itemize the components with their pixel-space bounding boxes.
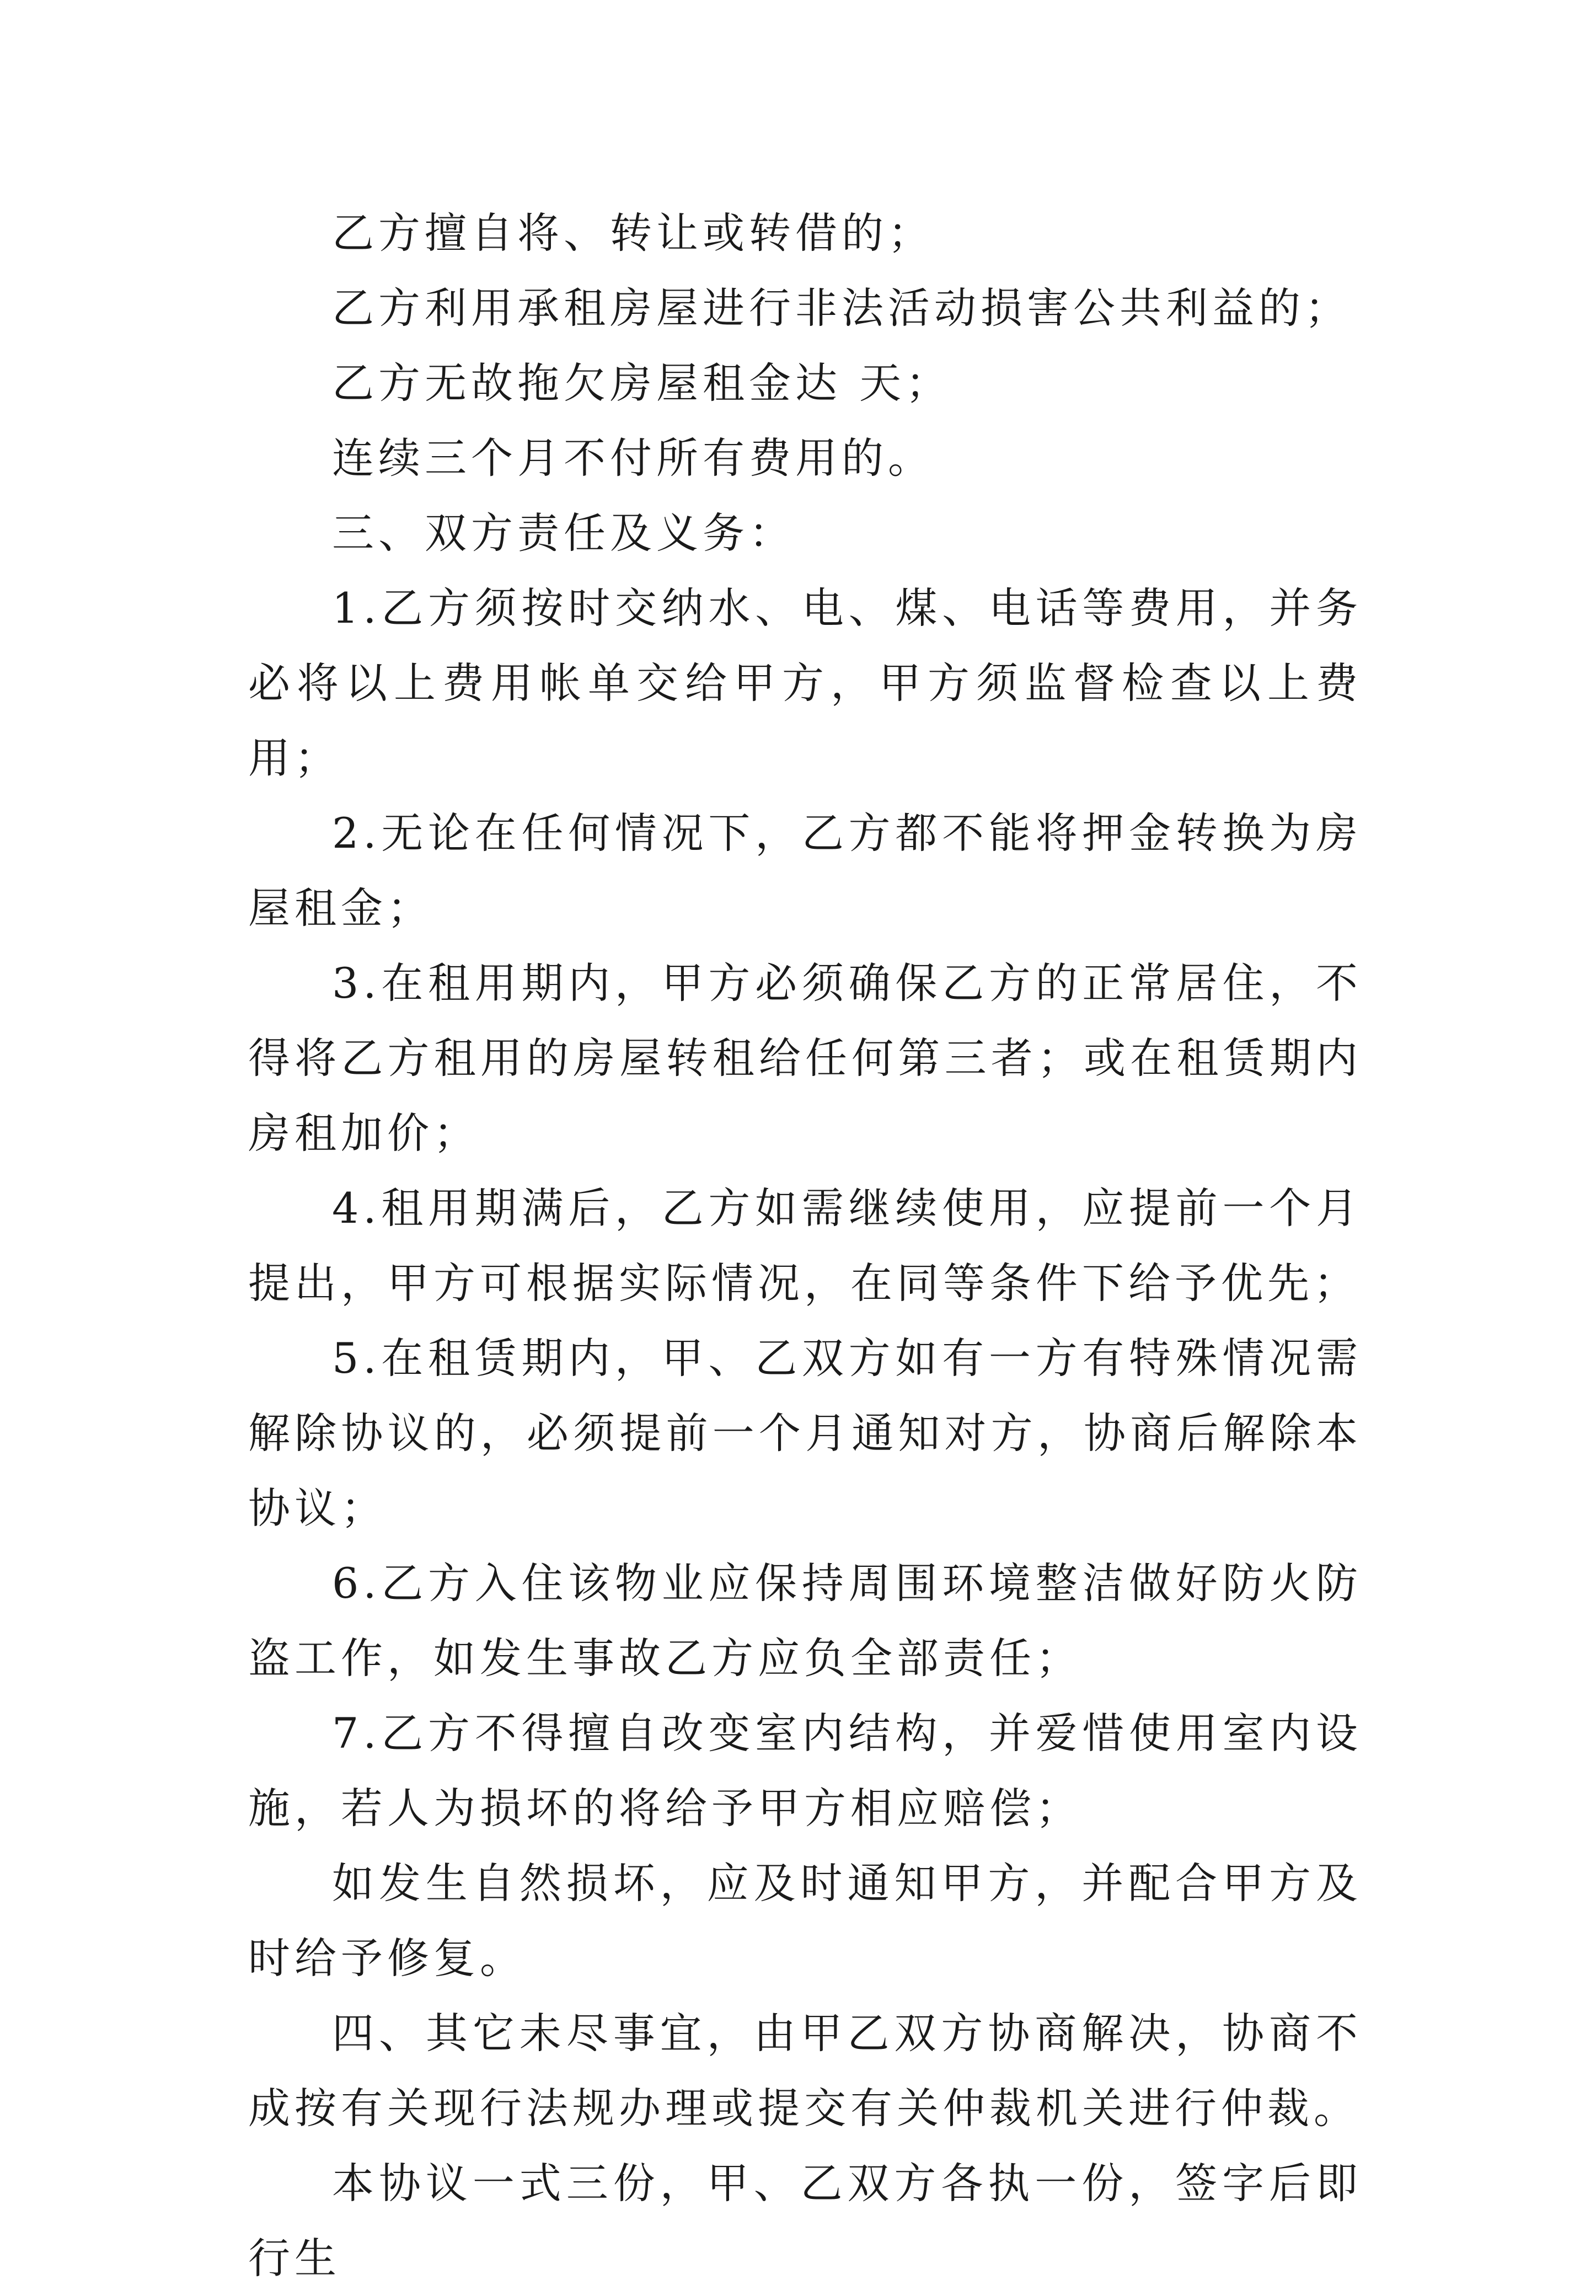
clause-7-continued: 如发生自然损坏，应及时通知甲方，并配合甲方及时给予修复。 <box>248 1859 1362 1983</box>
clause-1: 1.乙方须按时交纳水、电、煤、电话等费用，并务必将以上费用帐单交给甲方，甲方须监督检查以上费用； <box>248 584 1362 783</box>
section-4: 四、其它未尽事宜，由甲乙双方协商解决，协商不成按有关现行法规办理或提交有关仲裁机关进行仲裁。 <box>248 2009 1362 2133</box>
clause-5: 5.在租赁期内，甲、乙双方如有一方有特殊情况需解除协议的，必须提前一个月通知对方，协商后解除本协议； <box>248 1334 1362 1533</box>
paragraph-2: 乙方利用承租房屋进行非法活动损害公共利益的； <box>332 283 1351 333</box>
section-heading-3: 三、双方责任及义务： <box>332 509 795 558</box>
clause-6: 6.乙方入住该物业应保持周围环境整洁做好防火防盗工作，如发生事故乙方应负全部责任； <box>248 1559 1362 1683</box>
clause-7: 7.乙方不得擅自改变室内结构，并爱惜使用室内设施，若人为损坏的将给予甲方相应赔偿； <box>248 1709 1362 1833</box>
clause-2: 2.无论在任何情况下，乙方都不能将押金转换为房屋租金； <box>248 809 1362 933</box>
paragraph-3: 乙方无故拖欠房屋租金达 天； <box>332 358 952 408</box>
clause-4: 4.租用期满后，乙方如需继续使用，应提前一个月提出，甲方可根据实际情况，在同等条件下给予优先； <box>248 1184 1362 1308</box>
paragraph-4: 连续三个月不付所有费用的。 <box>332 433 934 483</box>
closing-paragraph: 本协议一式三份，甲、乙双方各执一份，签字后即行生 <box>248 2159 1362 2283</box>
paragraph-1: 乙方擅自将、转让或转借的； <box>332 208 934 258</box>
clause-3: 3.在租用期内，甲方必须确保乙方的正常居住，不得将乙方租用的房屋转租给任何第三者；或在租赁期内房租加价； <box>248 959 1362 1158</box>
document-body <box>248 196 1362 2296</box>
